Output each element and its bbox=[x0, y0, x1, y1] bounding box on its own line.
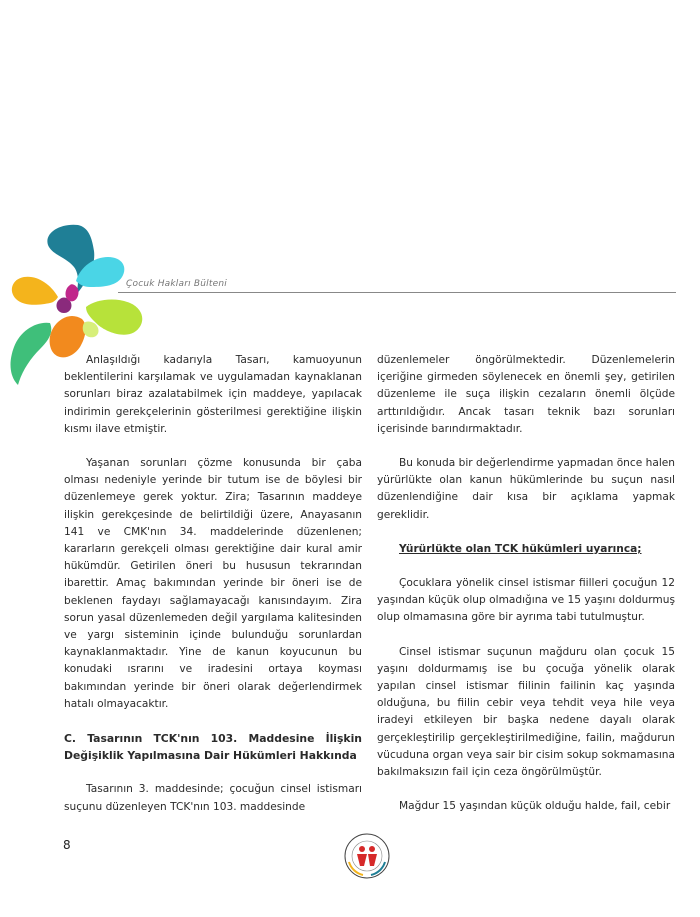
paragraph: Çocuklara yönelik cinsel istismar fiilleri çocuğun 12 yaşından küçük olup olmadığına ve 15 yaşını doldurmuş olup olmamasına göre bir ayrıma tabi tutulmuştur. bbox=[377, 577, 675, 624]
paragraph: Bu konuda bir değerlendirme yapmadan önce halen yürürlükte olan kanun hükümlerinde bu suçun nasıl düzenlendiğine dair kısa bir açıklama yapmak gereklidir. bbox=[377, 457, 675, 521]
logo-petal-magenta bbox=[66, 284, 79, 301]
paragraph: Mağdur 15 yaşından küçük olduğu halde, fail, cebir bbox=[399, 800, 671, 813]
paragraph: Yaşanan sorunları çözme konusunda bir çaba olması nedeniyle yerinde bir tutum ise de böylesi bir düzenlemeye gerek yoktur. Zira; Tasarının maddeye ilişkin gerekçesinde de belirtildiği üzere, Anayasanın 141 ve CMK'nın 34. maddelerinde düzenlenen; kararların gerekçeli olması gerektiğine dair kural amir hükümdür. Getirilen öneri bu hususun tekrarından ibarettir. Amaç bakımından yerinde bir öneri ise de beklenen faydayı sağlamayacağı kanısındayım. Zira sorun yasal düzenlemeden değil yargılama kalitesinden ve yargı sisteminin içinde bulunduğu sorunlardan kaynaklanmaktadır. Yine de kanun koyucunun bu konudaki ısrarını ve iradesini ortaya koyması bakımından yerinde bir öneri olarak değerlendirmek hatalı olmayacaktır. bbox=[64, 457, 362, 710]
section-heading: C. Tasarının TCK'nın 103. Maddesine İlişkin Değişiklik Yapılmasına Dair Hükümleri Hakkında bbox=[64, 732, 362, 763]
logo-petal-small-lime bbox=[83, 322, 99, 338]
sub-heading: Yürürlükte olan TCK hükümleri uyarınca; bbox=[399, 542, 642, 555]
paragraph: Anlaşıldığı kadarıyla Tasarı, kamuoyunun beklentilerini karşılamak ve uygulamadan kaynaklanan sorunları biraz azalatabilmek için maddeye, yapılacak indirimin gerekçelerinin gösterilmesi gerektiğine ilişkin kısmı ilave etmiştir. bbox=[64, 354, 362, 435]
paragraph: Cinsel istismar suçunun mağduru olan çocuk 15 yaşını doldurmamış ise bu çocuğa yönelik olarak yapılan cinsel istismar fiilinin failinin kaç yaşında olduğuna, bu fiilin cebir veya tehdit veya hile veya iradeyi etkileyen bir başka nedene dayalı olarak gerçekleştirilip gerçekleştirilmediğine, failin, mağdurun vücuduna organ veya sair bir cisim sokup sokmamasına bakılmaksızın fail için ceza öngörülmüştür. bbox=[377, 645, 675, 779]
page-number: 8 bbox=[63, 838, 71, 852]
right-column bbox=[377, 352, 675, 832]
logo-petal-yellow bbox=[12, 277, 58, 305]
left-column bbox=[64, 352, 362, 833]
logo-petal-green bbox=[11, 323, 52, 385]
paragraph: düzenlemeler öngörülmektedir. Düzenlemelerin içeriğine girmeden söylenecek en önemli şey, getirilen düzenleme ile suça ilişkin cezaların önemli ölçüde arttırıldığıdır. Ancak tasarı teknik bazı sorunları içerisinde barındırmaktadır. bbox=[377, 354, 675, 435]
bulletin-title: Çocuk Hakları Bülteni bbox=[126, 279, 227, 289]
header-rule bbox=[118, 292, 676, 293]
child-rights-seal-logo bbox=[343, 832, 391, 880]
paragraph: Tasarının 3. maddesinde; çocuğun cinsel istismarı suçunu düzenleyen TCK'nın 103. maddesinde bbox=[64, 783, 362, 813]
